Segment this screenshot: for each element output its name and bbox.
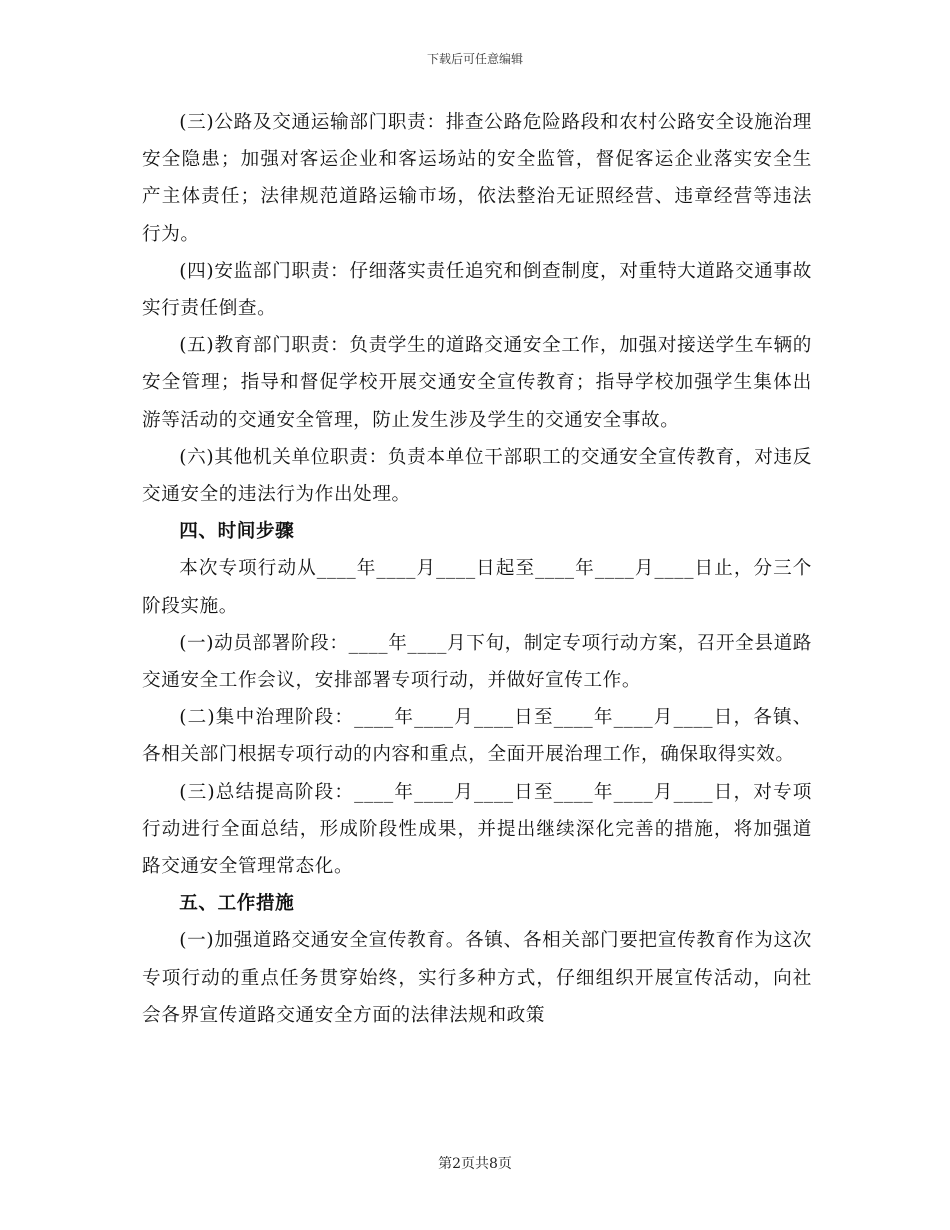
page-footer: 第2页共8页 xyxy=(438,1156,512,1172)
section-heading-time-steps: 四、时间步骤 xyxy=(179,521,295,543)
paragraph-stage-concentrated: (二)集中治理阶段：____年____月____日至____年____月____日，各镇、各相关部门根据专项行动的内容和重点，全面开展治理工作，确保取得实效。 xyxy=(142,707,812,766)
paragraph-stage-mobilization: (一)动员部署阶段：____年____月下旬，制定专项行动方案，召开全县道路交通安全工作会议，安排部署专项行动，并做好宣传工作。 xyxy=(142,632,812,692)
paragraph-time-range: 本次专项行动从____年____月____日起至____年____月____日止，分三个阶段实施。 xyxy=(142,558,812,617)
paragraph-other-units-duties: (六)其他机关单位职责：负责本单位干部职工的交通安全宣传教育，对违反交通安全的违法行为作出处理。 xyxy=(142,446,812,506)
paragraph-highway-duties: (三)公路及交通运输部门职责：排查公路危险路段和农村公路安全设施治理安全隐患；加强对客运企业和客运场站的安全监管，督促客运企业落实安全生产主体责任；法律规范道路运输市场，依法整治无证照经营、违章经营等违法行为。 xyxy=(142,112,812,245)
paragraph-measure-publicity: (一)加强道路交通安全宣传教育。各镇、各相关部门要把宣传教育作为这次专项行动的重点任务贯穿始终，实行多种方式，仔细组织开展宣传活动，向社会各界宣传道路交通安全方面的法律法规和政策 xyxy=(142,930,812,1026)
paragraph-safety-supervision-duties: (四)安监部门职责：仔细落实责任追究和倒查制度，对重特大道路交通事故实行责任倒查。 xyxy=(142,260,812,320)
section-heading-measures: 五、工作措施 xyxy=(179,893,295,915)
paragraph-education-duties: (五)教育部门职责：负责学生的道路交通安全工作，加强对接送学生车辆的安全管理；指导和督促学校开展交通安全宣传教育；指导学校加强学生集体出游等活动的交通安全管理，防止发生涉及学生的交通安全事故。 xyxy=(142,335,812,431)
page-header: 下载后可任意编辑 xyxy=(426,52,523,66)
paragraph-stage-summary: (三)总结提高阶段：____年____月____日至____年____月____日，对专项行动进行全面总结，形成阶段性成果，并提出继续深化完善的措施，将加强道路交通安全管理常态化。 xyxy=(142,781,812,878)
document-body xyxy=(142,104,812,1034)
